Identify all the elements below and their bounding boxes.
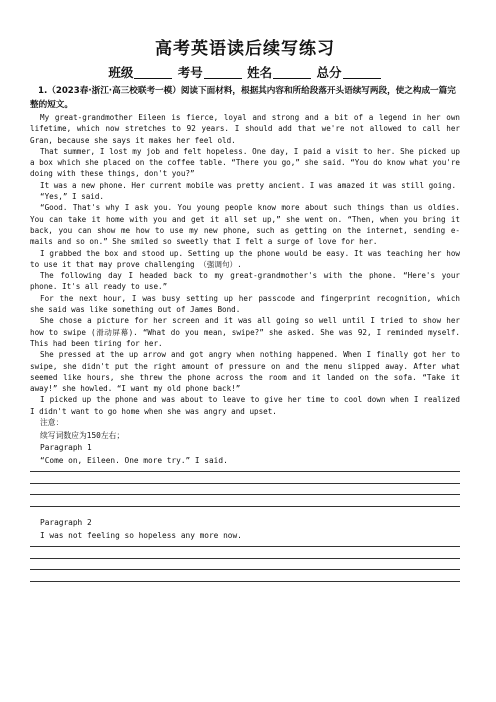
passage-paragraph: I grabbed the box and stood up. Setting up the phone would be easy. It was teaching her how to use it that may prove challenging （强调句）. [30, 248, 460, 269]
paragraph-1-opening: “Come on, Eileen. One more try.” I said. [40, 455, 228, 465]
class-blank[interactable] [134, 66, 172, 79]
writing-line[interactable] [30, 558, 460, 559]
passage-paragraph: For the next hour, I was busy setting up her passcode and fingerprint recognition, which she said was like something out of James Bond. [30, 293, 460, 315]
paragraph-1-writing-area[interactable] [30, 471, 460, 507]
score-blank[interactable] [343, 66, 381, 79]
paragraph-1-label: Paragraph 1 [40, 443, 92, 453]
name-blank[interactable] [273, 66, 311, 79]
passage-paragraph: My great-grandmother Eileen is fierce, loyal and strong and a bit of a legend in her own lifetime, which now stretches to 92 years. I should add that we're not allowed to call her Gran, because she says it makes her feel old. [30, 113, 460, 145]
page-title: 高考英语读后续写练习 [155, 39, 335, 59]
class-label: 班级 [108, 65, 134, 80]
reading-passage [30, 112, 460, 417]
passage-paragraph: That summer, I lost my job and felt hopeless. One day, I paid a visit to her. She picked up a box which she placed on the coffee table. “There you go,” she said. “You do know what you're doing with these things, don't you?” [30, 146, 460, 179]
paragraph-2-label: Paragraph 2 [40, 518, 92, 528]
word-count-note: 续写词数应为150左右； [40, 430, 125, 440]
writing-line[interactable] [30, 581, 460, 582]
passage-paragraph: “Yes,” I said. [40, 192, 105, 202]
number-blank[interactable] [204, 66, 242, 79]
passage-paragraph: The following day I headed back to my great-grandmother's with the phone. “Here's your phone. It's all ready to use.” [30, 271, 460, 292]
paragraph-2-writing-area[interactable] [30, 546, 460, 582]
name-label: 姓名 [247, 65, 273, 80]
score-label: 总分 [316, 65, 342, 80]
student-info-line [30, 64, 460, 82]
number-label: 考号 [177, 65, 203, 80]
passage-paragraph: I picked up the phone and was about to leave to give her time to cool down when I realized I didn't want to go home when she was angry and upset. [30, 395, 460, 416]
notes-label: 注意： [40, 418, 64, 428]
passage-paragraph: “Good. That's why I ask you. You young people know more about such things than us oldies. You can take it home with you and get it all set up,” she went on. “Then, when you bring it back, you can show me how to use my new phone, such as getting on the internet, sending e-mails and so on.” She smiled so sweetly that I felt a surge of love for her. [30, 203, 460, 247]
passage-paragraph: It was a new phone. Her current mobile was pretty ancient. I was amazed it was still going. [40, 180, 457, 190]
paragraph-2-opening: I was not feeling so hopeless any more now. [40, 530, 242, 540]
writing-line[interactable] [30, 494, 460, 495]
writing-line[interactable] [30, 483, 460, 484]
writing-line[interactable] [30, 506, 460, 507]
passage-paragraph: She pressed at the up arrow and got angry when nothing happened. When I finally got her to swipe, she didn't put the right amount of pressure on and the menu slipped away. After what seemed like hours, she threw the phone across the room and it landed on the sofa. “Take it away!” she howled. “I want my old phone back!” [30, 350, 460, 394]
writing-line[interactable] [30, 569, 460, 570]
writing-line[interactable] [30, 546, 460, 547]
writing-line[interactable] [30, 471, 460, 472]
question-instruction: 1.（2023春·浙江·高三校联考一模）阅读下面材料，根据其内容和所给段落开头语续写两段，使之构成一篇完整的短文。 [30, 86, 456, 110]
passage-paragraph: She chose a picture for her screen and it was all going so well until I tried to show her how to swipe (滑动屏幕). “What do you mean, swipe?” she asked. She was 92, I reminded myself. This had been tiring for her. [30, 316, 460, 348]
